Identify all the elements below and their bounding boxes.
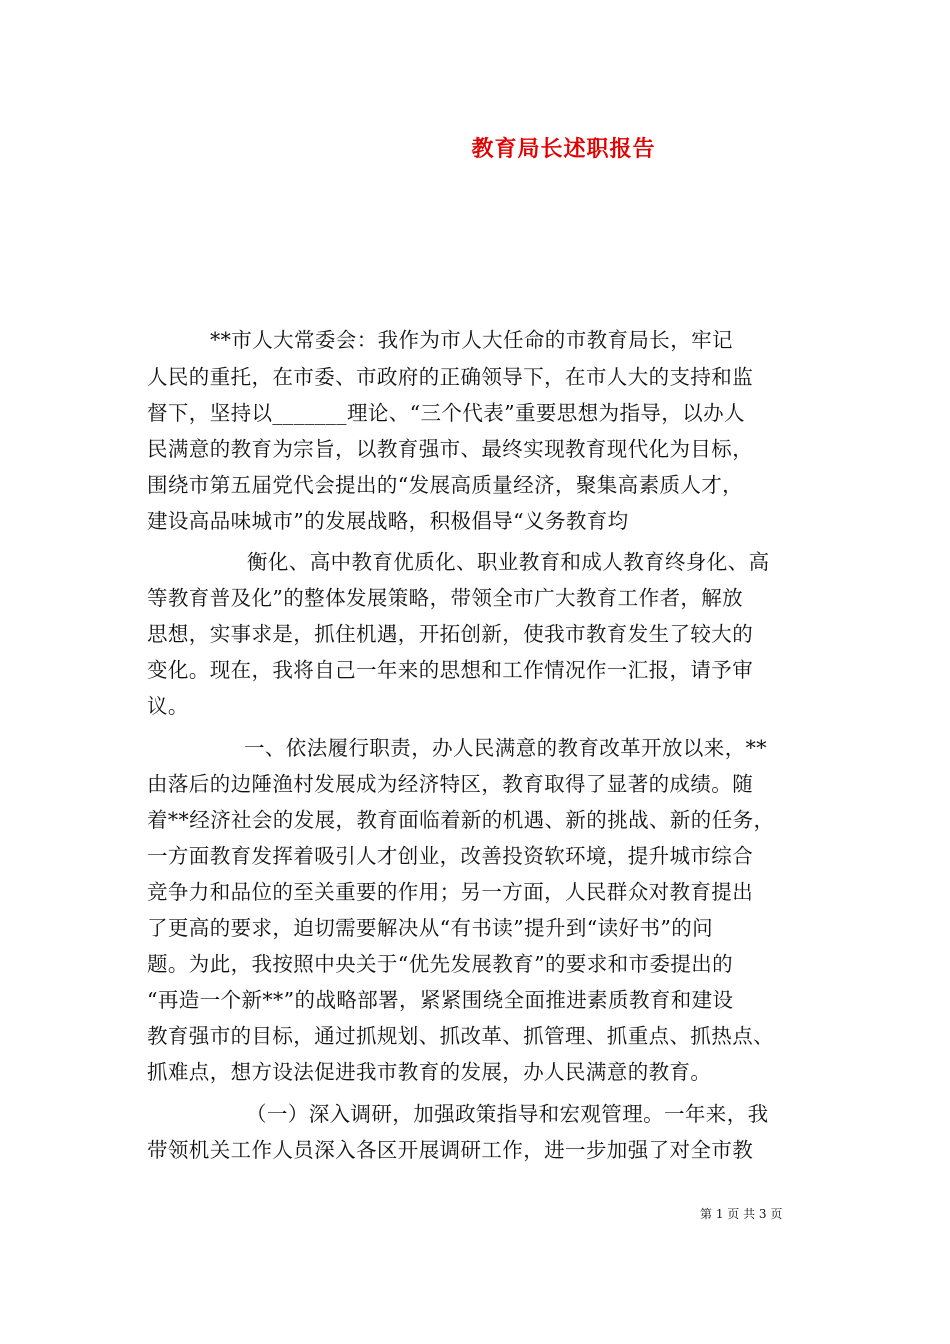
paragraph-line: “再造一个新**”的战略部署，紧紧围绕全面推进素质教育和建设 [147, 988, 734, 1012]
document-title: 教育局长述职报告 [471, 136, 656, 162]
paragraph-line: 带领机关工作人员深入各区开展调研工作，进一步加强了对全市教 [147, 1138, 754, 1162]
paragraph-line: 由落后的边陲渔村发展成为经济特区，教育取得了显著的成绩。随 [147, 772, 754, 796]
paragraph-line: 题。为此，我按照中央关于“优先发展教育”的要求和市委提出的 [147, 952, 734, 976]
paragraph-line: 民满意的教育为宗旨，以教育强市、最终实现教育现代化为目标， [147, 437, 754, 461]
page-number-footer: 第 1 页 共 3 页 [700, 1207, 783, 1221]
paragraph-line: 了更高的要求，迫切需要解决从“有书读”提升到“读好书”的问 [147, 916, 714, 940]
paragraph-line: 着**经济社会的发展，教育面临着新的机遇、新的挑战、新的任务， [147, 808, 775, 832]
paragraph-line: （一）深入调研，加强政策指导和宏观管理。一年来，我 [246, 1102, 769, 1126]
paragraph-line: 一方面教育发挥着吸引人才创业，改善投资软环境，提升城市综合 [147, 844, 754, 868]
paragraph-line: 竞争力和品位的至关重要的作用；另一方面，人民群众对教育提出 [147, 880, 754, 904]
paragraph-line: 教育强市的目标，通过抓规划、抓改革、抓管理、抓重点、抓热点、 [147, 1024, 774, 1048]
paragraph-line: 议。 [147, 694, 189, 718]
paragraph-line: 建设高品味城市”的发展战略，积极倡导“义务教育均 [147, 509, 629, 533]
paragraph-line: 抓难点，想方设法促进我市教育的发展，办人民满意的教育。 [147, 1060, 712, 1084]
paragraph-line: 督下，坚持以_______理论、“三个代表”重要思想为指导，以办人 [147, 401, 745, 425]
paragraph-line: 变化。现在，我将自己一年来的思想和工作情况作一汇报，请予审 [147, 658, 754, 682]
paragraph-line: 人民的重托，在市委、市政府的正确领导下，在市人大的支持和监 [147, 365, 754, 389]
paragraph-line: 等教育普及化”的整体发展策略，带领全市广大教育工作者，解放 [147, 586, 744, 610]
paragraph-line: 一、依法履行职责，办人民满意的教育改革开放以来，** [244, 736, 767, 760]
paragraph-line: 围绕市第五届党代会提出的“发展高质量经济，聚集高素质人才， [147, 473, 744, 497]
paragraph-line: **市人大常委会：我作为市人大任命的市教育局长，牢记 [210, 328, 733, 352]
paragraph-line: 衡化、高中教育优质化、职业教育和成人教育终身化、高 [247, 550, 770, 574]
paragraph-line: 思想，实事求是，抓住机遇，开拓创新，使我市教育发生了较大的 [147, 622, 754, 646]
